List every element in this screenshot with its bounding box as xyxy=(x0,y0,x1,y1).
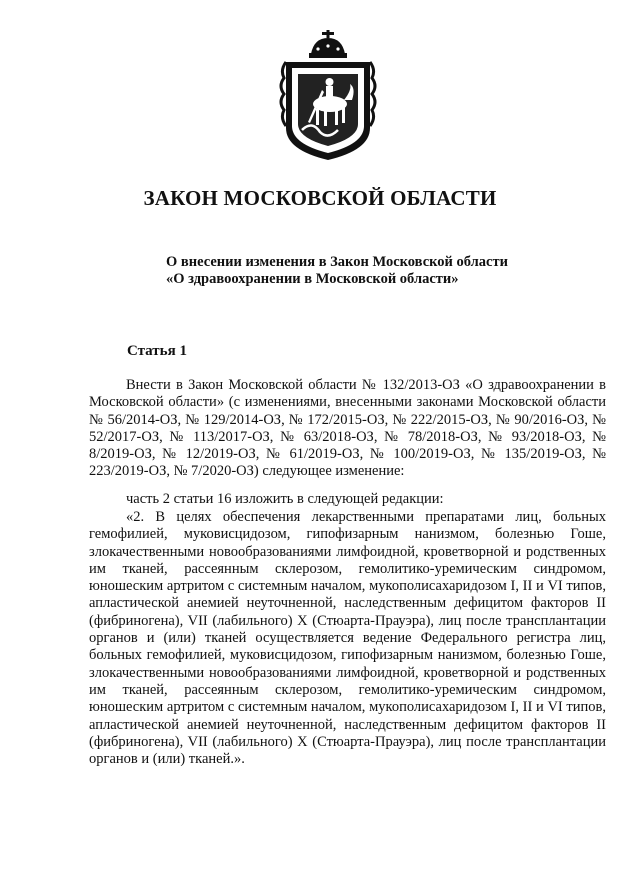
paragraph-new-wording xyxy=(89,509,606,768)
paragraph-1-text: Внести в Закон Московской области № 132/2013-ОЗ «О здравоохранении в Московской области» (с изменениями, внесенными законами Московской области № 56/2014-ОЗ, № 129/2014-ОЗ, № 172/2015-ОЗ, № 222/2015-ОЗ, № 90/2016-ОЗ, № 52/2017-ОЗ, № 113/2017-ОЗ, № 63/2018-ОЗ, № 78/2018-ОЗ, № 93/2018-ОЗ, № 8/2019-ОЗ, № 12/2019-ОЗ, № 61/2019-ОЗ, № 100/2019-ОЗ, № 135/2019-ОЗ, № 223/2019-ОЗ, № 7/2020-ОЗ) следующее изменение: xyxy=(89,377,606,480)
paragraph-amendment-intro xyxy=(89,377,606,481)
paragraph-2-text: часть 2 статьи 16 изложить в следующей редакции: xyxy=(126,491,444,507)
coat-of-arms-emblem xyxy=(278,30,378,162)
article-heading: Статья 1 xyxy=(127,343,187,359)
paragraph-amendment-instruction xyxy=(89,491,606,508)
coat-of-arms-icon xyxy=(278,30,378,162)
law-title: ЗАКОН МОСКОВСКОЙ ОБЛАСТИ xyxy=(143,186,497,210)
law-subtitle-line-2: «О здравоохранении в Московской области» xyxy=(166,271,459,287)
law-subtitle-line-1: О внесении изменения в Закон Московской области xyxy=(166,254,508,270)
law-subtitle xyxy=(166,254,508,288)
paragraph-3-text: «2. В целях обеспечения лекарственными препаратами лиц, больных гемофилией, муковисцидозом, гипофизарным нанизмом, болезнью Гоше, злокачественными новообразованиями лимфоидной, кроветворной и родственных им тканей, рассеянным склерозом, гемолитико-уремическим синдромом, юношеским артритом с системным началом, мукополисахаридозом I, II и VI типов, апластической анемией неуточненной, наследственным дефицитом факторов II (фибриногена), VII (лабильного) X (Стюарта-Прауэра), лиц после трансплантации органов и (или) тканей осуществляется ведение Федерального регистра лиц, больных гемофилией, муковисцидозом, гипофизарным нанизмом, болезнью Гоше, злокачественными новообразованиями лимфоидной, кроветворной и родственных им тканей, рассеянным склерозом, гемолитико-уремическим синдромом, юношеским артритом с системным началом, мукополисахаридозом I, II и VI типов, апластической анемией неуточненной, наследственным дефицитом факторов II (фибриногена), VII (лабильного) X (Стюарта-Прауэра), лиц после трансплантации органов и (или) тканей.». xyxy=(89,509,606,768)
